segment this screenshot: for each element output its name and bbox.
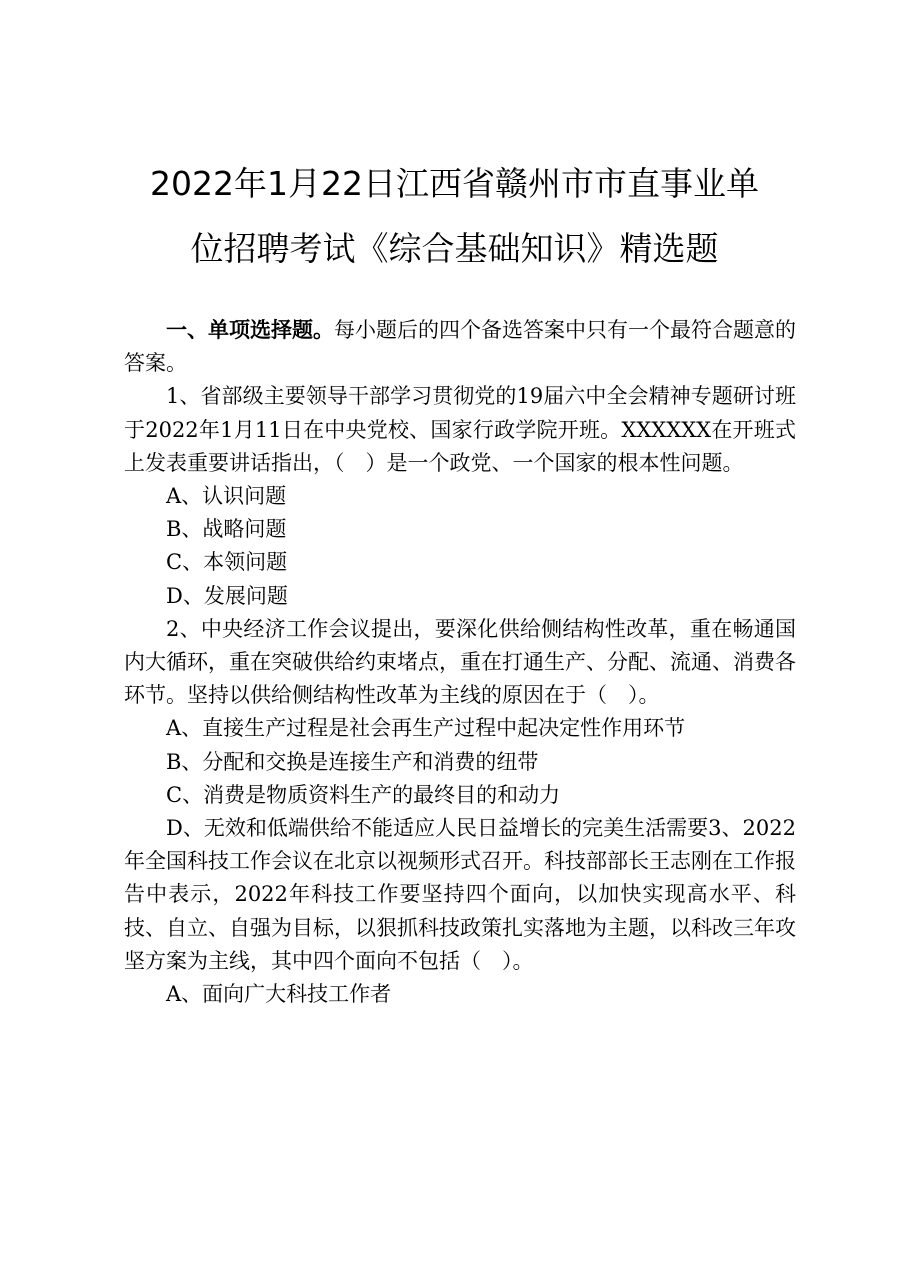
- question-1-option-c: C、本领问题: [166, 550, 288, 575]
- section-heading: 一、单项选择题。: [166, 318, 334, 342]
- question-1-option-b: B、战略问题: [166, 517, 287, 542]
- question-3-option-a: A、面向广大科技工作者: [166, 982, 392, 1007]
- document-title-line-1: 2022年1月22日江西省赣州市市直事业单: [150, 164, 759, 203]
- question-1-option-a: A、认识问题: [166, 484, 287, 509]
- question-2-stem: 2、中央经济工作会议提出，要深化供给侧结构性改革，重在畅通国内大循环，重在突破供给约束堵点，重在打通生产、分配、流通、消费各环节。坚持以供给侧结构性改革为主线的原因在于（ ）。: [124, 616, 796, 708]
- question-2-option-b: B、分配和交换是连接生产和消费的纽带: [166, 749, 539, 774]
- question-2-option-d-and-question-3-stem: D、无效和低端供给不能适应人民日益增长的完美生活需要3、2022年全国科技工作会议在北京以视频形式召开。科技部部长王志刚在工作报告中表示，2022年科技工作要坚持四个面向，以加快实现高水平、科技、自立、自强为目标，以狠抓科技政策扎实落地为主题，以科改三年攻坚方案为主线，其中四个面向不包括（ ）。: [124, 816, 796, 973]
- question-2-option-c: C、消费是物质资料生产的最终目的和动力: [166, 782, 561, 807]
- question-2-option-a: A、直接生产过程是社会再生产过程中起决定性作用环节: [166, 716, 686, 741]
- section-instruction: 每小题后的四个备选答案中只有一个最符合题意的答案。: [124, 318, 796, 376]
- question-1-stem: 1、省部级主要领导干部学习贯彻党的19届六中全会精神专题研讨班于2022年1月11日在中央党校、国家行政学院开班。XXXXXX在开班式上发表重要讲话指出，（ ）是一个政党、一个国家的根本性问题。: [124, 384, 796, 475]
- document-body: [124, 314, 796, 1011]
- question-1-option-d: D、发展问题: [166, 583, 288, 608]
- section-intro: [124, 314, 796, 380]
- document-title-line-2: 位招聘考试《综合基础知识》精选题: [190, 229, 719, 268]
